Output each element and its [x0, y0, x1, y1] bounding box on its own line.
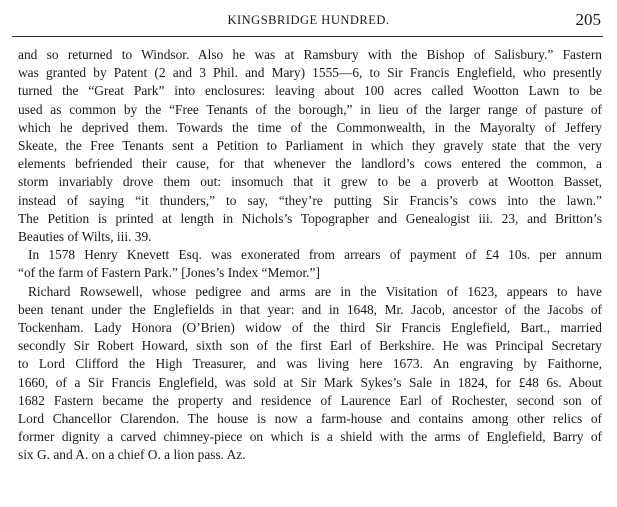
text-line: Skeate, the Free Tenants sent a Petition to Parliament in which they gravely state that the very — [18, 138, 602, 154]
text-line: Lord Chancellor Clarendon. The house is now a farm-house and contains among other relics of — [18, 411, 602, 427]
text-line: six G. and A. on a chief O. a lion pass. Az. — [18, 447, 246, 463]
text-line: “of the farm of Fastern Park.” [Jones’s Index “Memor.”] — [18, 265, 320, 281]
body-text — [18, 46, 602, 465]
text-line: storm invariably drove them out: insomuch that it grew to be a proverb at Wootton Basset, — [18, 174, 602, 190]
text-line: In 1578 Henry Knevett Esq. was exonerated from arrears of payment of £4 10s. per annum — [28, 247, 602, 263]
text-line: turned the “Great Park” into enclosures: leaving about 100 acres called Wootton Lawn to be — [18, 83, 602, 99]
text-line: used as common by the “Free Tenants of the borough,” in lieu of the larger range of pasture of — [18, 101, 602, 117]
text-line: The Petition is printed at length in Nichols’s Topographer and Genealogist iii. 23, and Britton’s — [18, 210, 602, 226]
running-title: KINGSBRIDGE HUNDRED. — [227, 13, 390, 27]
text-line: been tenant under the Englefields in that year: and in 1648, Mr. Jacob, ancestor of the Jacobs of — [18, 301, 602, 317]
text-line: instead of saying “it thunders,” to say, “they’re putting Sir Francis’s cows into the lawn.” — [18, 192, 602, 208]
text-line: Tockenham. Lady Honora (O’Brien) widow of the third Sir Francis Englefield, Bart., married — [18, 320, 602, 336]
text-line: 1660, of a Sir Francis Englefield, was sold at Sir Mark Sykes’s Sale in 1824, for £48 6s. About — [18, 374, 602, 390]
text-line: secondly Sir Robert Howard, sixth son of the first Earl of Berkshire. He was Principal Secretary — [18, 338, 602, 354]
running-head — [0, 10, 617, 32]
text-line: which he deprived them. Towards the time of the Commonwealth, in the Mayoralty of Jeffery — [18, 119, 602, 135]
text-line: elements befriended their cause, for that whenever the landlord’s cows entered the common, a — [18, 156, 602, 172]
text-line: was granted by Patent (2 and 3 Phil. and Mary) 1555—6, to Sir Francis Englefield, who presently — [18, 65, 602, 81]
text-line: to Lord Clifford the High Treasurer, and was living here 1673. An engraving by Faithorne, — [18, 356, 602, 372]
page-number: 205 — [575, 10, 601, 29]
text-line: 1682 Fastern became the property and residence of Laurence Earl of Rochester, second son of — [18, 392, 602, 408]
text-line: Beauties of Wilts, iii. 39. — [18, 229, 152, 245]
text-line: and so returned to Windsor. Also he was at Ramsbury with the Bishop of Salisbury.” Fastern — [18, 47, 602, 62]
text-line: Richard Rowsewell, whose pedigree and arms are in the Visitation of 1623, appears to have — [28, 283, 602, 299]
text-line: former dignity a carved chimney-piece on which is a shield with the arms of Englefield, Barry of — [18, 429, 602, 445]
header-rule — [12, 36, 603, 37]
